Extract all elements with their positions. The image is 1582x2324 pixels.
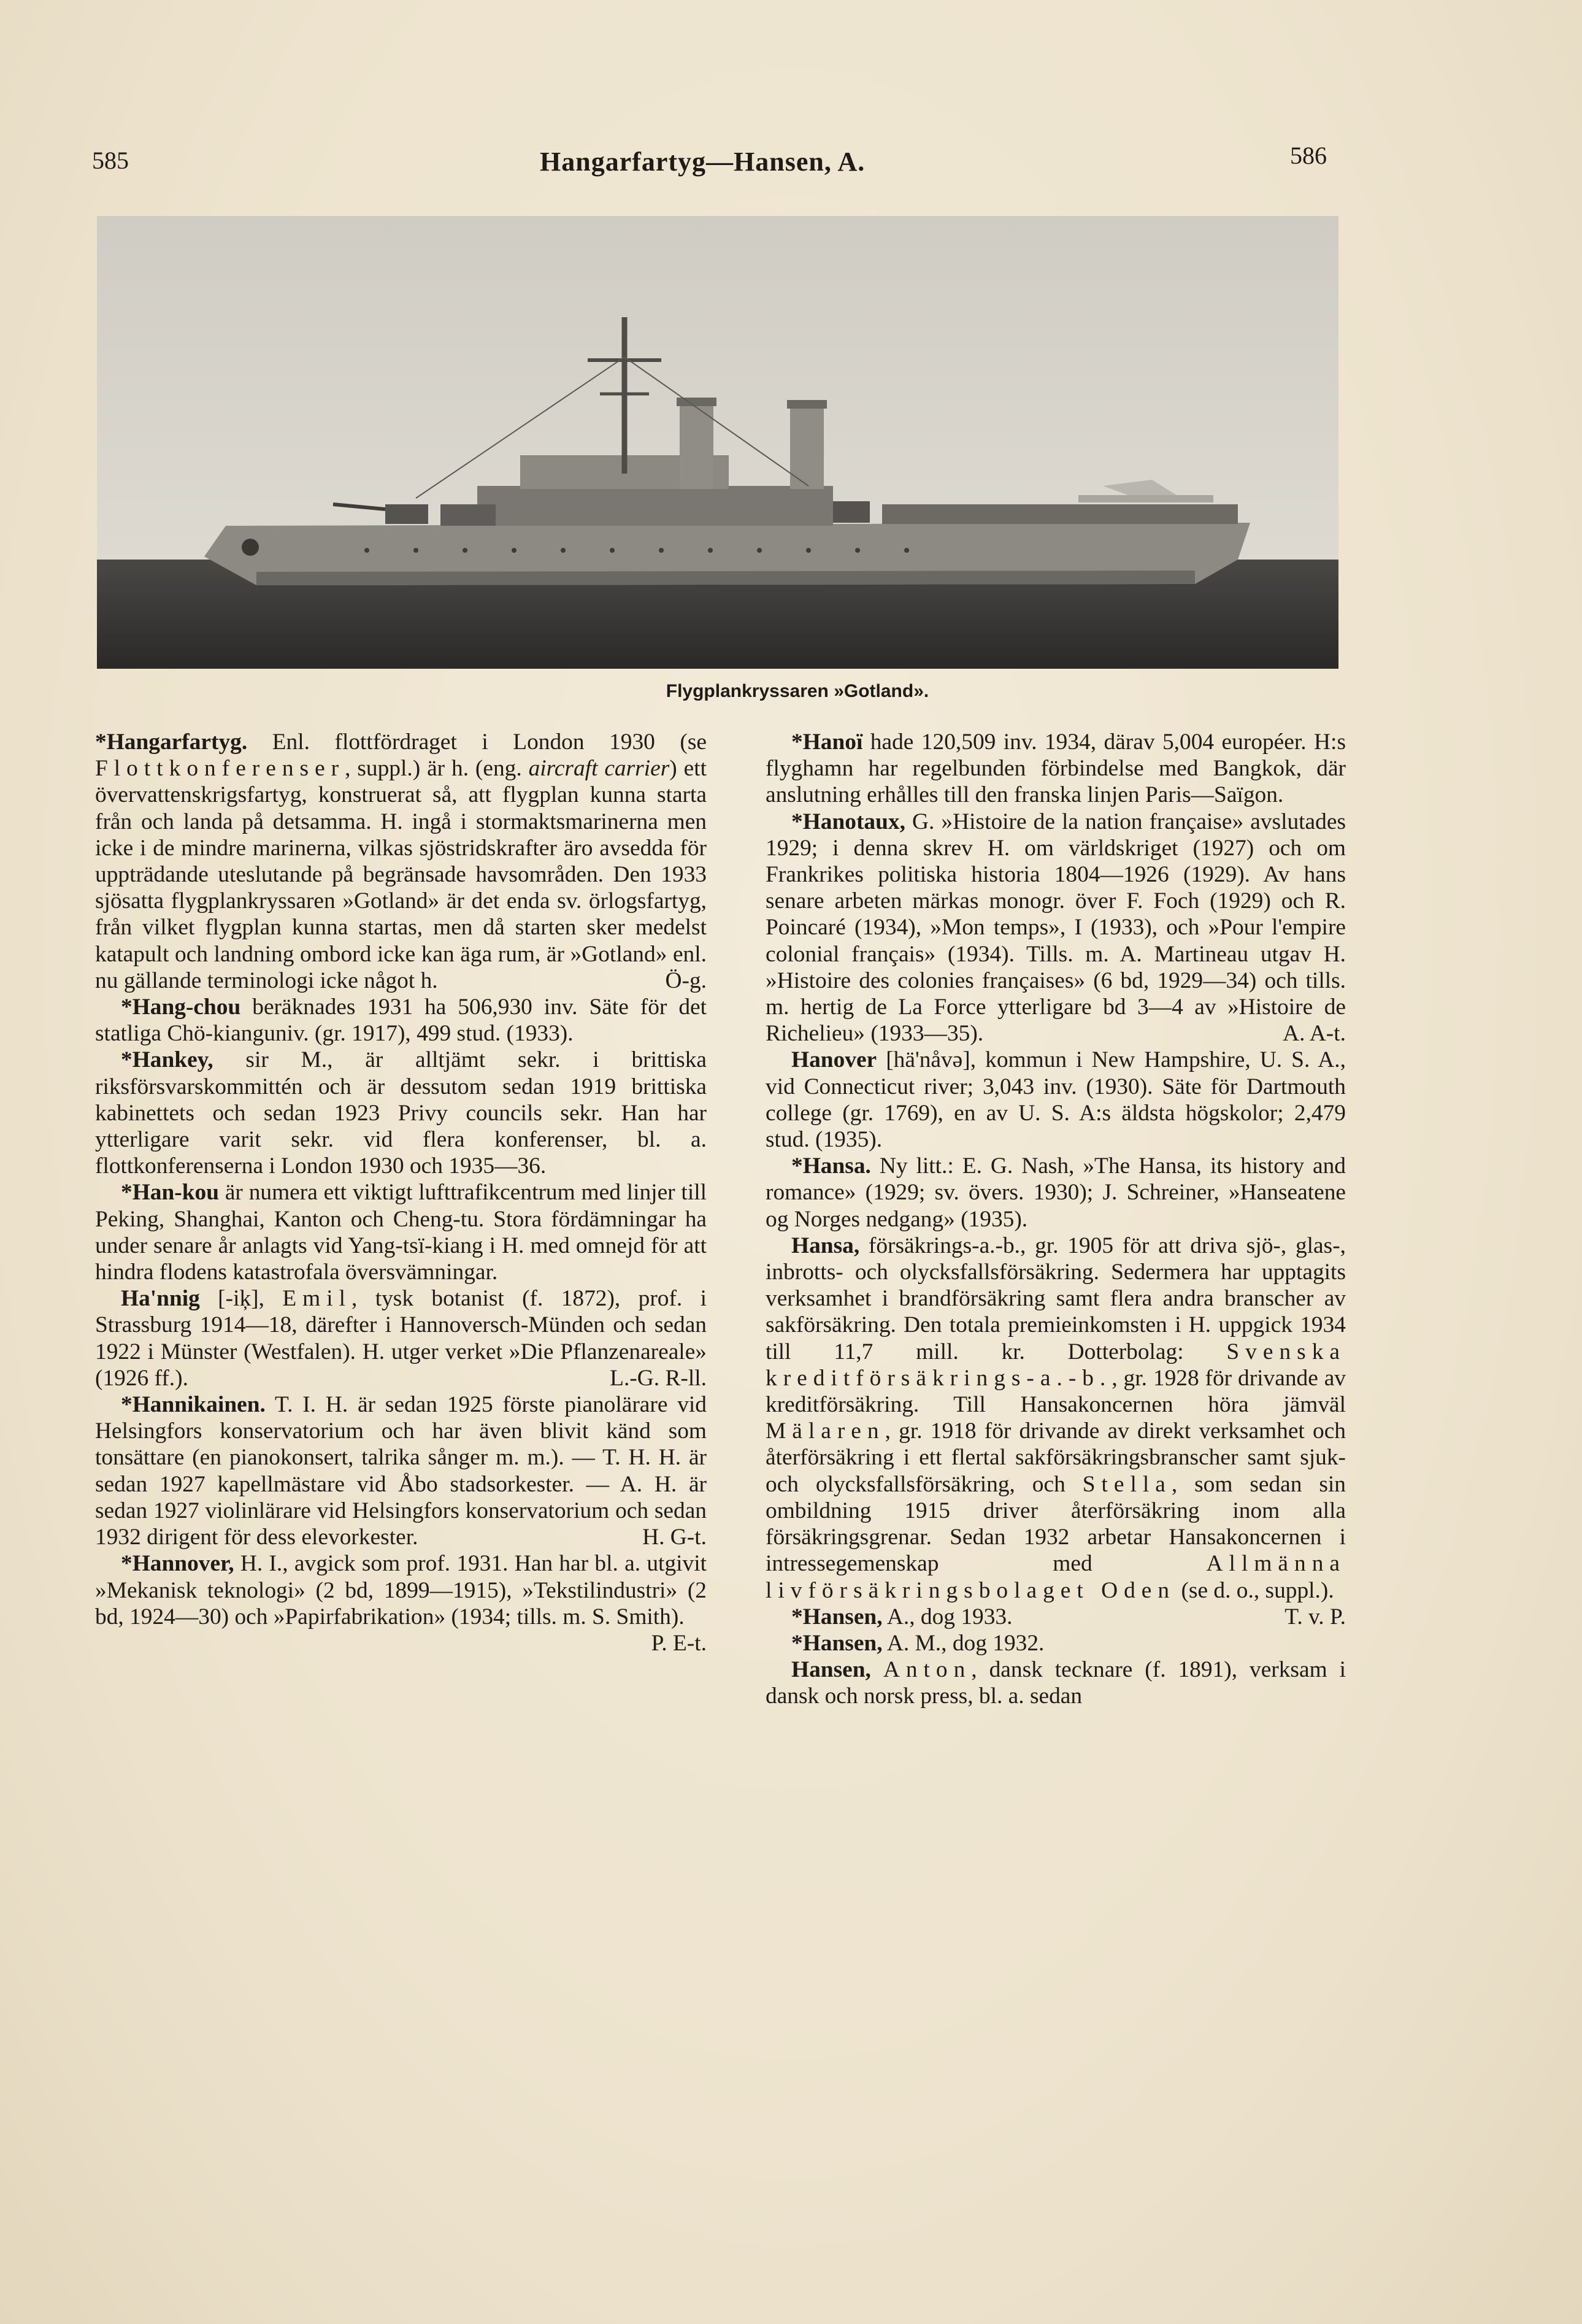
running-header: [0, 142, 1582, 189]
headword: Hansen,: [791, 1657, 871, 1683]
page-number-right: 586: [1290, 142, 1327, 169]
headword: *Hangarfartyg.: [95, 729, 248, 755]
author-signature: H. G-t.: [642, 1525, 707, 1550]
running-title: Hangarfartyg—Hansen, A.: [540, 147, 866, 177]
author-signature: T. v. P.: [1284, 1604, 1346, 1629]
entry-hannig: Ha'nnig [-iķ], Emil, tysk botanist (f. 1872), prof. i Strassburg 1914—18, därefter i Hannoversch-Münden och sedan 1922 i Münster (Westfalen). H. utger verket »Die Pflanzenareale» (1926 ff.). L.-G. R-ll.: [95, 1286, 707, 1391]
entry-hansen-anton: Hansen, Anton, dansk tecknare (f. 1891), verksam i dansk och norsk press, bl. a. sedan: [766, 1657, 1346, 1709]
headword: Hanover: [791, 1047, 877, 1073]
entry-hannover: *Hannover, H. I., avgick som prof. 1931. Han har bl. a. utgivit »Mekanisk teknologi» (2 bd, 1899—1915), »Tekstilindustri» (2 bd, 1924—30) och »Papirfabrikation» (1934; tills. m. S. Smith). P. E-t.: [95, 1551, 707, 1656]
entry-hansen-am: *Hansen, A. M., dog 1932.: [791, 1630, 1045, 1656]
headword: *Hanotaux,: [791, 809, 905, 834]
entry-hansen-a: *Hansen, A., dog 1933.: [791, 1604, 1013, 1629]
headword: *Hansen,: [791, 1630, 883, 1656]
headword: Ha'nnig: [121, 1286, 200, 1312]
headword: Hansa,: [791, 1233, 860, 1258]
author-signature: L.-G. R-ll.: [610, 1365, 707, 1391]
left-column: [95, 729, 707, 1656]
entry-han-kou: *Han-kou är numera ett viktigt lufttrafikcentrum med linjer till Peking, Shanghai, Kanton och Cheng-tu. Stora fördämningar ha under senare år anlagts vid Yang-tsï-kiang i H. med omnejd för att hindra flodens katastrofala översvämningar.: [95, 1180, 707, 1285]
entry-hanover: Hanover [hä'nåvə], kommun i New Hampshire, U. S. A., vid Connecticut river; 3,043 inv. (1930). Säte för Dartmouth college (gr. 1769), en av U. S. A:s äldsta högskolor; 2,479 stud. (1935).: [766, 1047, 1346, 1153]
author-signature: P. E-t.: [651, 1630, 707, 1656]
photo-caption: Flygplankryssaren »Gotland».: [666, 681, 929, 701]
headword: *Han-kou: [121, 1180, 220, 1206]
entry-hansa-history: *Hansa. Ny litt.: E. G. Nash, »The Hansa, its history and romance» (1929; sv. övers. 1930); J. Schreiner, »Hanseatene og Norges nedgang» (1935).: [766, 1153, 1346, 1232]
entry-hang-chou: *Hang-chou beräknades 1931 ha 506,930 inv. Säte för det statliga Chö-kianguniv. (gr. 1917), 499 stud. (1933).: [95, 995, 707, 1047]
headword: *Hang-chou: [121, 995, 241, 1020]
headword: *Hannover,: [121, 1551, 234, 1577]
right-column: [766, 729, 1346, 1710]
entry-hansa-insurance: Hansa, försäkrings-a.-b., gr. 1905 för att driva sjö-, glas-, inbrotts- och olycksfallsförsäkring. Sedermera har upptagits verksamhet i brandförsäkring samt flera andra branscher av sakförsäkring. Den totala premieinkomsten i H. uppgick 1934 till 11,7 mill. kr. Dotterbolag: Svenska kreditförsäkrings-a.-b., gr. 1928 för drivande av kreditförsäkring. Till Hansakoncernen höra jämväl Mälaren, gr. 1918 för drivande av direkt verksamhet och återförsäkring i ett flertal sakförsäkringsbranscher samt sjuk- och olycksfallsförsäkring, och Stella, som sedan sin ombildning 1915 driver återförsäkring inom alla försäkringsgrenar. Sedan 1932 arbetar Hansakoncernen i intressegemenskap med Allmänna livförsäkringsbolaget Oden (se d. o., suppl.). T. v. P.: [766, 1233, 1346, 1629]
headword: *Hansa.: [791, 1153, 871, 1179]
warship-photo-icon: [97, 216, 1338, 669]
author-signature: Ö-g.: [665, 968, 707, 993]
warship-photo: [97, 216, 1338, 669]
headword: *Hannikainen.: [121, 1392, 266, 1418]
entry-hangarfartyg: *Hangarfartyg. Enl. flottfördraget i London 1930 (se Flottkonferenser, suppl.) är h. (eng. aircraft carrier) ett övervattenskrigsfartyg, konstruerat så, att flygplan kunna starta från och landa på detsamma. H. ingå i stormaktsmarinerna men icke i de mindre marinerna, vilkas sjöstridskrafter äro avsedda för uppträdande uteslutande på begränsade havsområden. Den 1933 sjösatta flygplankryssaren »Gotland» är det enda sv. örlogsfartyg, från vilket flygplan kunna startas, men då starten sker medelst katapult och landning ombord icke kan äga rum, är »Gotland» enl. nu gällande terminologi icke något h. Ö-g.: [95, 729, 707, 993]
headword: *Hanoï: [791, 729, 863, 755]
entry-hanoi: *Hanoï hade 120,509 inv. 1934, därav 5,004 européer. H:s flyghamn har regelbunden förbindelse med Bangkok, där anslutning erhålles till den franska linjen Paris—Saïgon.: [766, 729, 1346, 808]
entry-hankey: *Hankey, sir M., är alltjämt sekr. i brittiska riksförsvarskommittén och är dessutom sedan 1919 brittiska kabinettets och sedan 1923 Privy councils sekr. Han har ytterligare varit sekr. vid flera konferenser, bl. a. flottkonferenserna i London 1930 och 1935—36.: [95, 1047, 707, 1179]
entry-hannikainen: *Hannikainen. T. I. H. är sedan 1925 förste pianolärare vid Helsingfors konservatorium och har även blivit känd som tonsättare (en pianokonsert, talrika sånger m. m.). — T. H. H. är sedan 1927 kapellmästare vid Åbo stadsorkester. — A. H. är sedan 1927 violinlärare vid Helsingfors konservatorium och sedan 1932 dirigent för dess elevorkester. H. G-t.: [95, 1392, 707, 1550]
headword: *Hansen,: [791, 1604, 883, 1629]
headword: *Hankey,: [121, 1047, 213, 1073]
page-number-left: 585: [92, 147, 129, 174]
author-signature: A. A-t.: [1283, 1021, 1346, 1047]
entry-hanotaux: *Hanotaux, G. »Histoire de la nation française» avslutades 1929; i denna skrev H. om världskriget (1927) och om Frankrikes politiska historia 1804—1926 (1929). Av hans senare arbeten märkas monogr. över F. Foch (1929) och R. Poincaré (1934), »Mon temps», I (1933), och »Pour l'empire colonial français» (1934). Tills. m. A. Martineau utgav H. »Histoire des colonies françaises» (6 bd, 1929—34) och tills. m. hertig de La Force ytterligare bd 3—4 av »Histoire de Richelieu» (1933—35). A. A-t.: [766, 809, 1346, 1047]
